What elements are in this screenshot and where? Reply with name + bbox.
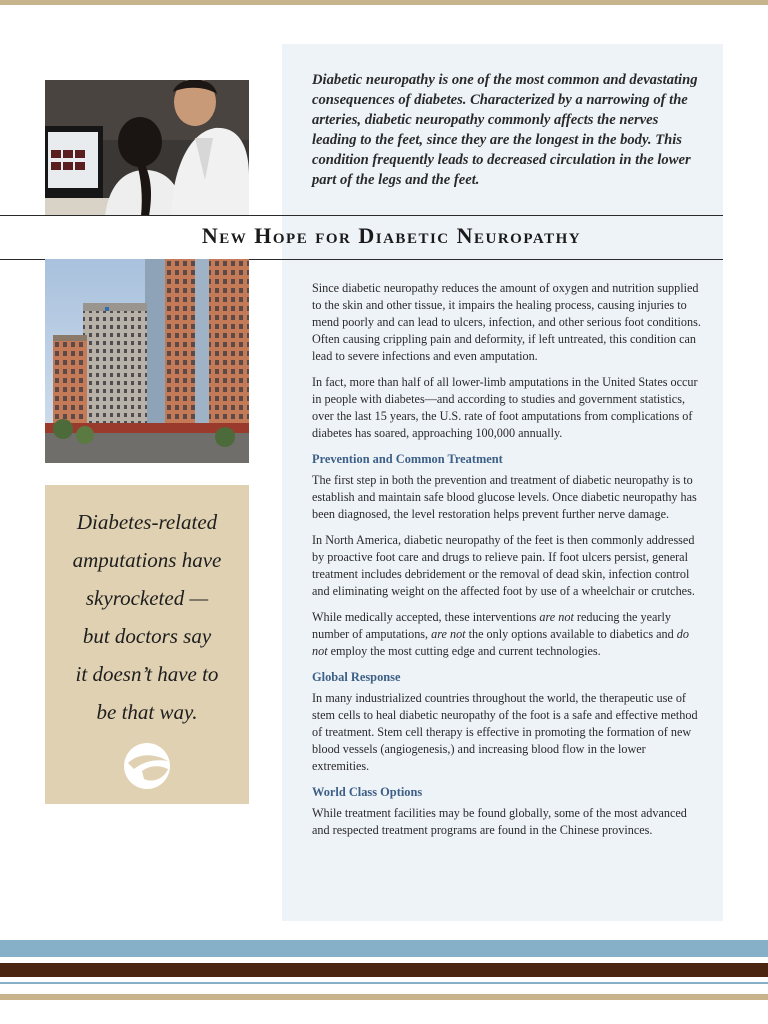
body-paragraph-7: While treatment facilities may be found globally, some of the most advanced and respected treatment programs are found in the Chinese provinces. xyxy=(312,806,687,837)
quote-line-2: amputations have xyxy=(72,548,222,572)
heading-global-response: Global Response xyxy=(312,670,401,684)
body-paragraph-4: In North America, diabetic neuropathy of the feet is then commonly addressed by proactive foot care and drugs to relieve pain. If foot ulcers persist, general treatment includes debridement or the removal of dead skin, infection control and eliminating weight on the affected foot by use of a wheelchair or crutches. xyxy=(312,533,695,598)
p5-text-d: employ the most cutting edge and current technologies. xyxy=(327,644,601,658)
body-paragraph-3: The first step in both the prevention and treatment of diabetic neuropathy is to establish and maintain safe blood glucose levels. Once diabetic neuropathy has been diagnosed, the level restoration helps prevent further nerve damage. xyxy=(312,473,697,521)
p5-text-b: reducing the yearly number of amputations, xyxy=(312,610,671,641)
footer-stripe-brown xyxy=(0,963,768,977)
heading-prevention: Prevention and Common Treatment xyxy=(312,452,503,466)
p5-text-c: the only options available to diabetics and xyxy=(465,627,677,641)
intro-text: Diabetic neuropathy is one of the most common and devastating consequences of diabetes. Characterized by a narrowing of the arteries, diabetic neuropathy commonly affects the nerves leading to the feet, since they are the longest in the body. This condition frequently leads to decreased circulation in the lower part of the legs and the feet. xyxy=(312,72,698,188)
footer-stripe-blue xyxy=(0,940,768,957)
article-body xyxy=(312,280,704,848)
footer-stripe-tan xyxy=(0,994,768,1000)
body-paragraph-2: In fact, more than half of all lower-limb amputations in the United States occur in people with diabetes—and according to studies and government statistics, over the last 15 years, the U.S. rate of foot amputations from complications of diabetes has soared, approaching 100,000 annually. xyxy=(312,375,698,440)
pull-quote-text xyxy=(45,503,249,731)
top-rule xyxy=(0,0,768,5)
body-paragraph-6: In many industrialized countries throughout the world, the therapeutic use of stem cells to heal diabetic neuropathy of the foot is a safe and effective method of treatment. Stem cell therapy is effective in promoting the formation of new blood vessels (angiogenesis,) and increasing blood flow in the lower extremities. xyxy=(312,691,698,773)
footer-stripe-thin-blue xyxy=(0,982,768,984)
quote-line-1: Diabetes-related xyxy=(76,510,218,534)
lab-photo-illustration xyxy=(45,80,249,216)
quote-line-6: be that way. xyxy=(96,700,198,724)
pull-quote-box xyxy=(45,485,249,804)
lab-photo xyxy=(45,80,249,216)
p5-emphasis-2: are not xyxy=(431,627,466,641)
p5-text-a: While medically accepted, these interventions xyxy=(312,610,540,624)
body-paragraph-5 xyxy=(312,609,704,660)
p5-emphasis-3: do not xyxy=(312,627,689,658)
quote-line-4: but doctors say xyxy=(82,624,212,648)
quote-line-3: skyrocketed — xyxy=(85,586,209,610)
page-title: New Hope for Diabetic Neuropathy xyxy=(201,223,582,248)
quote-line-5: it doesn’t have to xyxy=(75,662,219,686)
leaf-circle-logo-icon xyxy=(124,743,170,789)
hospital-building-illustration xyxy=(45,259,249,463)
p5-emphasis-1: are not xyxy=(539,610,574,624)
body-paragraph-1: Since diabetic neuropathy reduces the amount of oxygen and nutrition supplied to the skin and other tissue, it impairs the healing process, causing injuries to mend poorly and can lead to ulcers, infection, and other serious foot conditions. Often causing crippling pain and deformity, if left untreated, this condition can lead to severe infections and even amputation. xyxy=(312,281,701,363)
hospital-building-photo xyxy=(45,259,249,463)
title-band xyxy=(0,215,723,260)
heading-world-class-options: World Class Options xyxy=(312,785,423,799)
